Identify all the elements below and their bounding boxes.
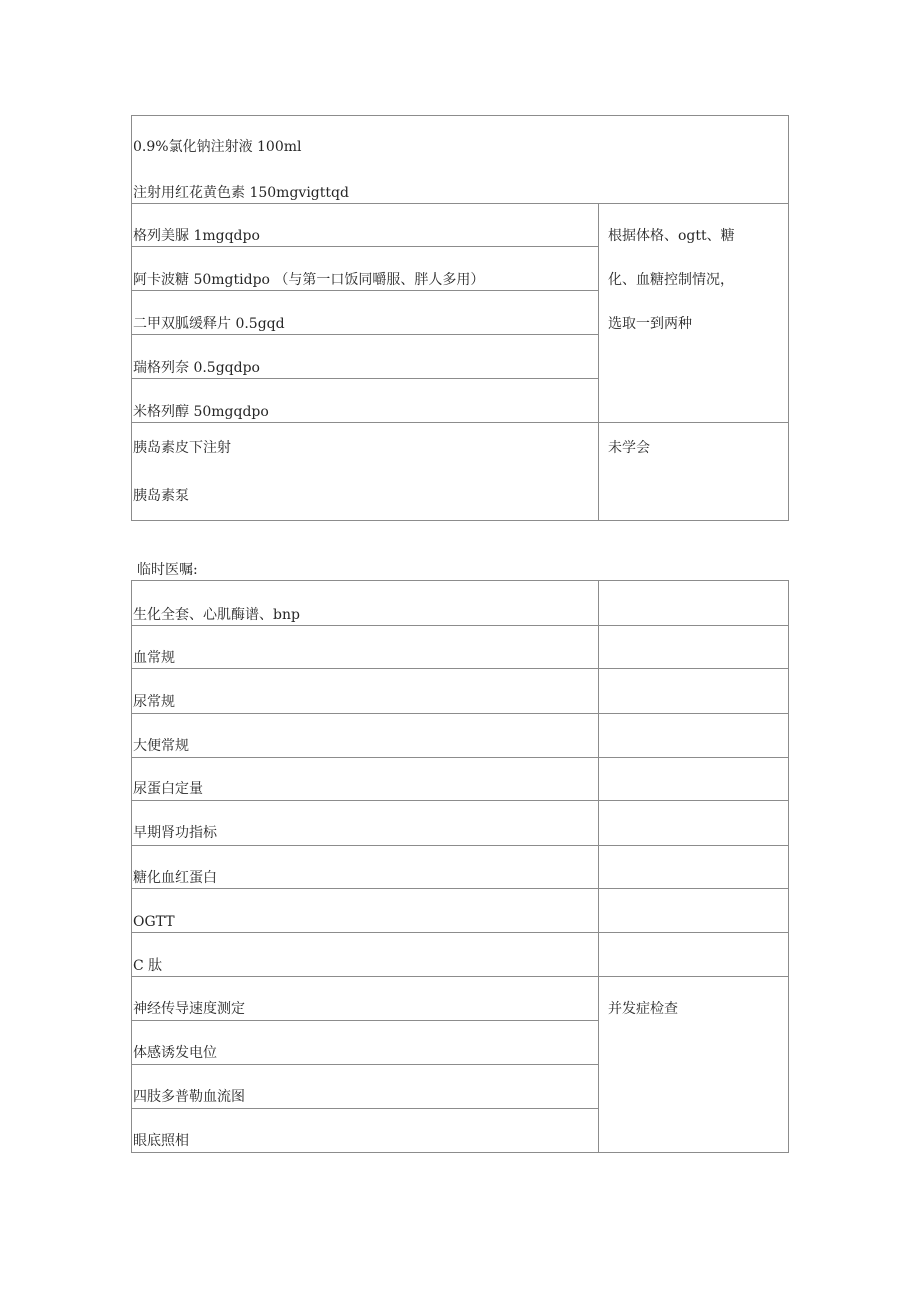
row-divider [131, 888, 789, 889]
order-insulin-pump: 胰岛素泵 [133, 488, 189, 504]
row-divider [131, 932, 789, 933]
row-divider [131, 1064, 598, 1065]
row-divider [131, 757, 789, 758]
row-divider [131, 976, 789, 977]
row-divider [131, 668, 789, 669]
order-fundus-photo: 眼底照相 [133, 1133, 189, 1149]
order-metformin: 二甲双胍缓释片 0.5gqd [133, 316, 285, 332]
row-divider [131, 422, 789, 423]
column-divider [598, 203, 599, 521]
row-divider [131, 1020, 598, 1021]
order-nerve-conduction: 神经传导速度测定 [133, 1001, 245, 1017]
row-divider [131, 246, 598, 247]
row-divider [131, 713, 789, 714]
order-miglitol: 米格列醇 50mgqdpo [133, 404, 269, 420]
insulin-note: 未学会 [608, 440, 650, 456]
column-divider [598, 580, 599, 1153]
order-c-peptide: C 肽 [133, 958, 163, 974]
order-insulin-subcutaneous: 胰岛素皮下注射 [133, 440, 231, 456]
order-early-renal: 早期肾功指标 [133, 825, 217, 841]
order-urine-protein: 尿蛋白定量 [133, 781, 203, 797]
row-divider [131, 800, 789, 801]
order-stool-routine: 大便常规 [133, 738, 189, 754]
row-divider [131, 290, 598, 291]
order-saline: 0.9%氯化钠注射液 100ml [133, 139, 302, 155]
row-divider [131, 378, 598, 379]
order-biochem-panel: 生化全套、心肌酶谱、bnp [133, 607, 300, 623]
temporary-orders-heading: 临时医嘱: [137, 562, 198, 578]
order-safflower: 注射用红花黄色素 150mgvigttqd [133, 185, 349, 201]
oral-note-line-3: 选取一到两种 [608, 316, 692, 332]
complication-note: 并发症检查 [608, 1001, 678, 1017]
oral-note-line-1: 根据体格、ogtt、糖 [608, 228, 735, 244]
order-hba1c: 糖化血红蛋白 [133, 870, 217, 886]
row-divider [131, 1108, 598, 1109]
row-divider [131, 845, 789, 846]
order-repaglinide: 瑞格列奈 0.5gqdpo [133, 360, 260, 376]
order-acarbose: 阿卡波糖 50mgtidpo （与第一口饭同嚼服、胖人多用） [133, 272, 485, 288]
order-limb-doppler: 四肢多普勒血流图 [133, 1089, 245, 1105]
order-sensory-evoked: 体感诱发电位 [133, 1045, 217, 1061]
row-divider [131, 625, 789, 626]
temporary-orders-table [131, 580, 789, 1153]
order-glimepiride: 格列美脲 1mgqdpo [133, 228, 260, 244]
row-divider [131, 334, 598, 335]
order-blood-routine: 血常规 [133, 650, 175, 666]
order-ogtt: OGTT [133, 914, 175, 930]
order-urine-routine: 尿常规 [133, 694, 175, 710]
oral-note-line-2: 化、血糖控制情况， [608, 272, 734, 288]
row-divider [131, 203, 789, 204]
